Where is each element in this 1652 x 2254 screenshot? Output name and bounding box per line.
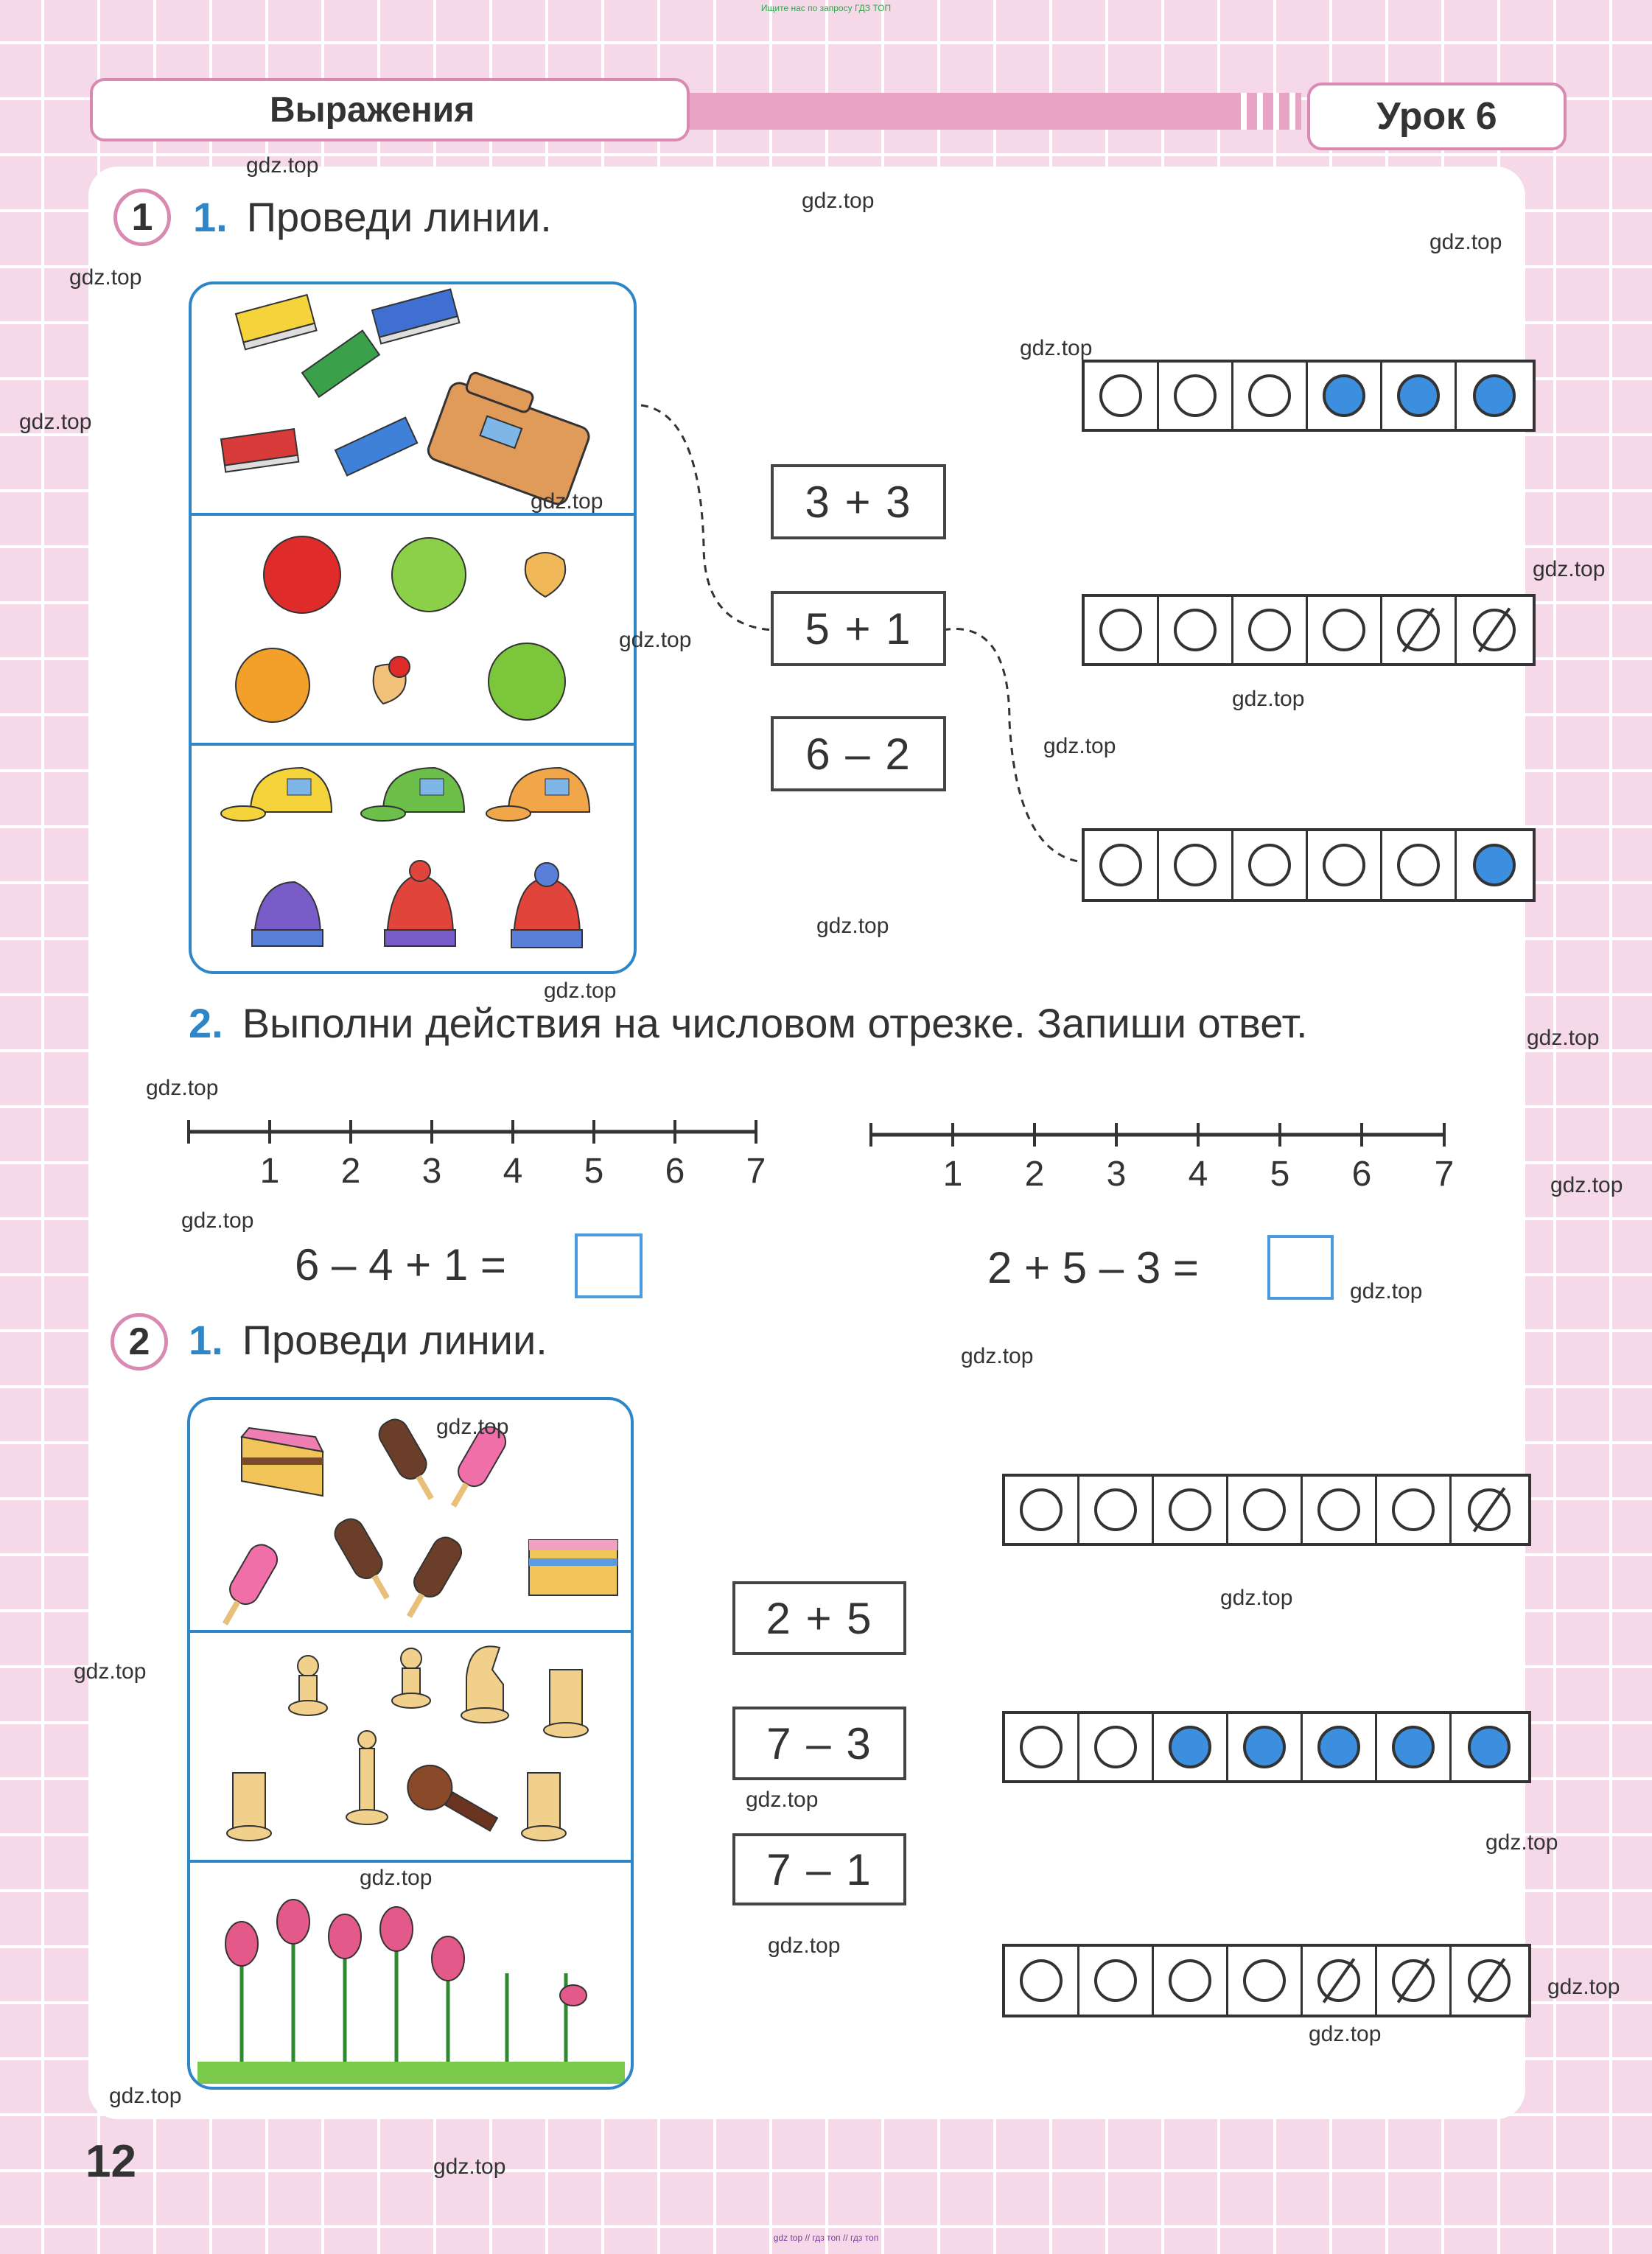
expression-box[interactable]: 7 – 1 <box>732 1833 906 1905</box>
filled-circle-icon <box>1473 374 1516 417</box>
strip-cell <box>1085 831 1159 899</box>
number-line-label: 7 <box>1434 1155 1455 1194</box>
strip-cell <box>1079 1947 1154 2015</box>
section-marker-2: 2 <box>111 1313 168 1371</box>
task-text: Выполни действия на числовом отрезке. Запиши ответ. <box>242 1000 1308 1046</box>
strip-cell <box>1233 597 1308 663</box>
number-line-label: 2 <box>340 1152 361 1191</box>
watermark: gdz.top <box>768 1933 841 1958</box>
watermark: gdz.top <box>19 410 92 434</box>
task-number: 1. <box>189 1317 223 1363</box>
task-text: Проведи линии. <box>246 194 552 240</box>
strip-cell <box>1233 363 1308 429</box>
number-line-label: 4 <box>1188 1155 1208 1194</box>
empty-circle-icon <box>1248 374 1291 417</box>
empty-circle-icon <box>1248 609 1291 651</box>
watermark: gdz.top <box>146 1076 219 1100</box>
task-text: Проведи линии. <box>242 1317 547 1363</box>
number-line-label: 1 <box>942 1155 963 1194</box>
watermark: gdz.top <box>181 1208 254 1233</box>
empty-circle-icon <box>1169 1488 1211 1531</box>
task-1-2-title <box>189 999 1308 1047</box>
task-number: 2. <box>189 1000 223 1046</box>
empty-circle-icon <box>1099 844 1142 886</box>
filled-circle-icon <box>1169 1726 1211 1768</box>
empty-circle-icon <box>1323 609 1365 651</box>
strip-cell <box>1303 1947 1377 2015</box>
strip-cell <box>1452 1477 1526 1543</box>
picture-panel-1 <box>189 281 637 974</box>
watermark: gdz.top <box>109 2084 182 2108</box>
watermark: gdz.top <box>436 1415 509 1439</box>
task-1-1-title <box>193 193 552 241</box>
number-line-label: 6 <box>1351 1155 1372 1194</box>
watermark: gdz.top <box>69 265 142 290</box>
empty-circle-icon <box>1397 844 1440 886</box>
cakes-and-ice-cream-illustration <box>190 1400 632 1630</box>
filled-circle-icon <box>1317 1726 1360 1768</box>
topic-title: Выражения <box>90 78 690 141</box>
strip-cell <box>1382 363 1457 429</box>
strip-cell <box>1159 831 1233 899</box>
circle-strip[interactable] <box>1002 1711 1531 1783</box>
header-stripes <box>1231 93 1297 130</box>
number-line-label: 7 <box>746 1152 766 1191</box>
number-line-label: 6 <box>665 1152 685 1191</box>
watermark: gdz.top <box>1043 734 1116 758</box>
picture-panel-2 <box>187 1397 634 2090</box>
task-2-1-title <box>189 1316 547 1364</box>
empty-circle-icon <box>1094 1488 1137 1531</box>
strip-cell <box>1005 1714 1079 1780</box>
books-and-bag-illustration <box>192 284 634 513</box>
strip-cell <box>1005 1947 1079 2015</box>
empty-circle-icon <box>1243 1488 1286 1531</box>
number-line-1 <box>184 1105 766 1149</box>
equation: 2 + 5 – 3 = <box>987 1243 1199 1292</box>
strip-cell <box>1452 1714 1526 1780</box>
watermark: gdz.top <box>1429 230 1502 254</box>
picture-row-flowers <box>190 1860 631 2090</box>
empty-circle-icon <box>1174 374 1217 417</box>
empty-circle-icon <box>1094 1959 1137 2002</box>
circle-strip[interactable] <box>1002 1474 1531 1546</box>
caps-and-hats-illustration <box>192 746 634 974</box>
strip-cell <box>1228 1714 1303 1780</box>
empty-circle-icon <box>1094 1726 1137 1768</box>
section-marker-1: 1 <box>113 189 171 246</box>
strip-cell <box>1159 363 1233 429</box>
strip-cell <box>1079 1714 1154 1780</box>
number-line-label: 1 <box>259 1152 280 1191</box>
strip-cell <box>1457 597 1531 663</box>
watermark: gdz.top <box>1485 1830 1558 1855</box>
watermark: gdz.top <box>544 979 617 1003</box>
strip-cell <box>1308 597 1382 663</box>
empty-circle-icon <box>1323 844 1365 886</box>
expression-box[interactable]: 7 – 3 <box>732 1707 906 1780</box>
empty-circle-icon <box>1020 1488 1063 1531</box>
strip-cell <box>1303 1477 1377 1543</box>
number-line-label: 3 <box>1106 1155 1127 1194</box>
watermark: gdz.top <box>531 489 603 514</box>
watermark: gdz.top <box>619 628 692 652</box>
empty-circle-icon <box>1243 1959 1286 2002</box>
strip-cell <box>1377 1477 1452 1543</box>
strip-cell <box>1452 1947 1526 2015</box>
watermark: gdz.top <box>1527 1026 1600 1050</box>
empty-circle-icon <box>1317 1488 1360 1531</box>
filled-circle-icon <box>1323 374 1365 417</box>
strip-cell <box>1382 831 1457 899</box>
strip-cell <box>1233 831 1308 899</box>
expression-box[interactable]: 6 – 2 <box>771 716 946 791</box>
apples-illustration <box>192 516 634 744</box>
strip-cell <box>1159 597 1233 663</box>
strip-cell <box>1228 1477 1303 1543</box>
watermark: gdz.top <box>1550 1173 1623 1197</box>
answer-box[interactable] <box>575 1233 643 1298</box>
watermark: gdz.top <box>1232 687 1305 711</box>
circle-strip[interactable] <box>1082 828 1536 902</box>
empty-circle-icon <box>1174 609 1217 651</box>
filled-circle-icon <box>1397 374 1440 417</box>
strip-cell <box>1085 363 1159 429</box>
strip-cell <box>1228 1947 1303 2015</box>
number-line-label: 3 <box>421 1152 442 1191</box>
strip-cell <box>1377 1714 1452 1780</box>
strip-cell <box>1457 363 1531 429</box>
strip-cell <box>1382 597 1457 663</box>
filled-circle-icon <box>1243 1726 1286 1768</box>
empty-circle-icon <box>1392 1488 1435 1531</box>
picture-row-hats <box>192 743 634 974</box>
empty-circle-icon <box>1099 609 1142 651</box>
strip-cell <box>1154 1714 1228 1780</box>
top-note: Ищите нас по запросу ГДЗ ТОП <box>760 3 892 13</box>
empty-circle-icon <box>1174 844 1217 886</box>
strip-cell <box>1308 363 1382 429</box>
strip-cell <box>1303 1714 1377 1780</box>
empty-circle-icon <box>1248 844 1291 886</box>
empty-circle-icon <box>1099 374 1142 417</box>
empty-circle-icon <box>1169 1959 1211 2002</box>
watermark: gdz.top <box>246 153 319 178</box>
picture-row-books <box>192 284 634 513</box>
strip-cell <box>1154 1947 1228 2015</box>
number-line-label: 2 <box>1024 1155 1045 1194</box>
number-line-label: 5 <box>584 1152 604 1191</box>
circle-strip[interactable] <box>1082 594 1536 666</box>
strip-cell <box>1377 1947 1452 2015</box>
expression-box[interactable]: 5 + 1 <box>771 591 946 666</box>
watermark: gdz.top <box>1020 336 1093 360</box>
number-line-2 <box>867 1108 1456 1152</box>
expression-box[interactable]: 2 + 5 <box>732 1581 906 1655</box>
empty-circle-icon <box>1020 1959 1063 2002</box>
strip-cell <box>1154 1477 1228 1543</box>
roses-illustration <box>190 1863 632 2090</box>
watermark: gdz.top <box>1220 1586 1293 1610</box>
watermark: gdz.top <box>746 1788 819 1812</box>
watermark: gdz.top <box>961 1344 1034 1368</box>
watermark: gdz.top <box>802 189 875 213</box>
expression-box[interactable]: 3 + 3 <box>771 464 946 539</box>
watermark: gdz.top <box>816 914 889 938</box>
strip-cell <box>1005 1477 1079 1543</box>
task-number: 1. <box>193 194 228 240</box>
bottom-note: gdz top // гдз топ // гдз топ <box>773 2233 879 2243</box>
number-line-label: 4 <box>503 1152 523 1191</box>
watermark: gdz.top <box>360 1866 433 1890</box>
strip-cell <box>1079 1477 1154 1543</box>
filled-circle-icon <box>1392 1726 1435 1768</box>
watermark: gdz.top <box>74 1659 147 1684</box>
watermark: gdz.top <box>1547 1975 1620 1999</box>
watermark: gdz.top <box>433 2155 506 2179</box>
chess-pieces-illustration <box>190 1633 632 1863</box>
strip-cell <box>1457 831 1531 899</box>
picture-row-chess <box>190 1630 631 1863</box>
empty-circle-icon <box>1020 1726 1063 1768</box>
filled-circle-icon <box>1473 844 1516 886</box>
watermark: gdz.top <box>1309 2022 1382 2046</box>
strip-cell <box>1085 597 1159 663</box>
circle-strip[interactable] <box>1082 360 1536 432</box>
filled-circle-icon <box>1468 1726 1511 1768</box>
equation: 6 – 4 + 1 = <box>295 1240 506 1289</box>
number-line-label: 5 <box>1270 1155 1290 1194</box>
picture-row-sweets <box>190 1400 631 1630</box>
watermark: gdz.top <box>1350 1279 1423 1303</box>
watermark: gdz.top <box>1533 557 1606 581</box>
picture-row-apples <box>192 513 634 746</box>
lesson-label: Урок 6 <box>1307 83 1567 150</box>
strip-cell <box>1308 831 1382 899</box>
answer-box[interactable] <box>1267 1235 1334 1300</box>
page-number: 12 <box>85 2136 136 2187</box>
circle-strip[interactable] <box>1002 1944 1531 2017</box>
header-band <box>690 93 1301 130</box>
